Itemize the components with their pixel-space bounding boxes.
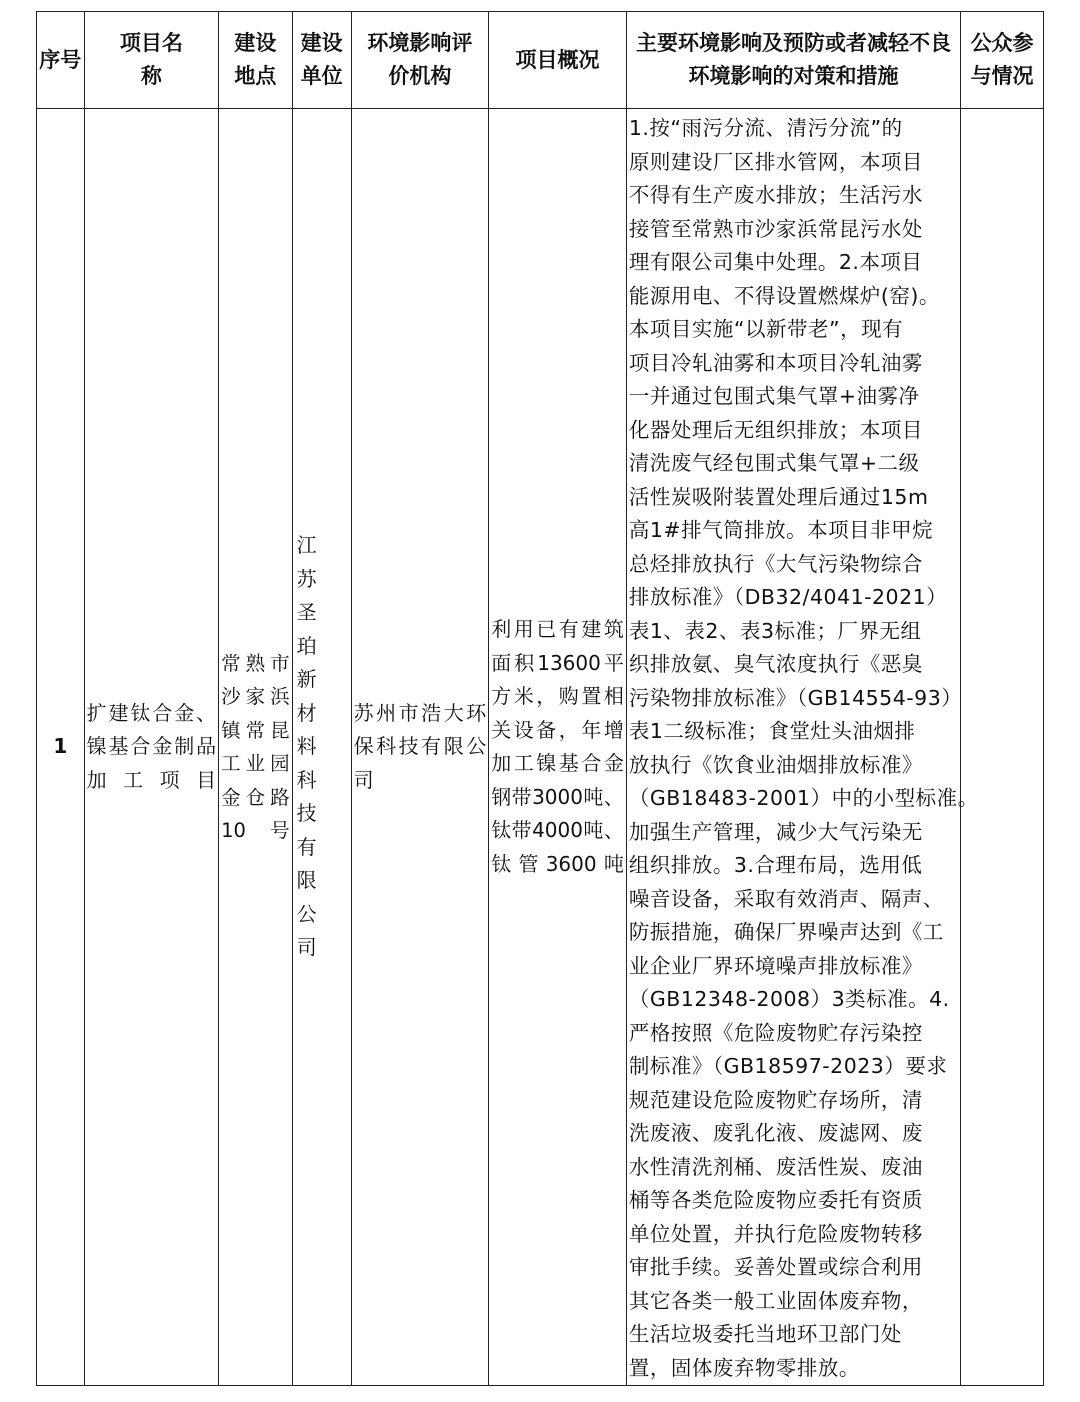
cell-eia-agency: 苏州市浩大环保科技有限公司: [351, 109, 489, 1386]
table-row: [37, 109, 1044, 1386]
cell-seq: 1: [37, 109, 85, 1386]
measures-line: 原则建设厂区排水管网，本项目: [628, 149, 923, 174]
measures-line: 制标准》（GB18597-2023）要求: [628, 1054, 948, 1078]
measures-line: 加强生产管理，减少大气污染无: [628, 819, 923, 844]
measures-line: 噪音设备，采取有效消声、隔声、: [628, 886, 944, 911]
measures-line: 织排放氨、臭气浓度执行《恶臭: [628, 652, 923, 676]
measures-line: 水性清洗剂桶、废活性炭、废油: [628, 1154, 923, 1179]
measures-line: 表1二级标准；食堂灶头油烟排: [628, 719, 916, 743]
header-eia-agency: 环境影响评价机构: [351, 12, 489, 109]
measures-line: 审批手续。妥善处置或综合利用: [628, 1255, 923, 1279]
header-row: [37, 12, 1044, 109]
measures-line: 放执行《饮食业油烟排放标准》: [628, 752, 923, 777]
measures-line: 能源用电、不得设置燃煤炉(窑)。: [628, 283, 940, 308]
cell-measures: [626, 109, 979, 1386]
measures-line: 规范建设危险废物贮存场所，清: [628, 1087, 923, 1112]
measures-line: 表1、表2、表3标准；厂界无组: [628, 618, 922, 643]
header-seq: 序号: [37, 12, 85, 109]
measures-line: 防振措施，确保厂界噪声达到《工: [628, 920, 944, 944]
measures-line: 总烃排放执行《大气污染物综合: [628, 551, 923, 576]
measures-line: 化器处理后无组织排放；本项目: [628, 417, 923, 442]
measures-line: 组织排放。3.合理布局，选用低: [628, 853, 923, 877]
cell-overview: 利用已有建筑面积13600平方米，购置相关设备，年增加工镍基合金钢带3000吨、钛带4000吨、钛管3600吨: [489, 109, 627, 1386]
header-builder: 建设单位: [292, 12, 351, 109]
measures-line: 置，固体废弃物零排放。: [628, 1355, 860, 1380]
cell-public-participation: [961, 109, 1044, 1386]
measures-line: 桶等各类危险废物应委托有资质: [628, 1188, 923, 1212]
header-public-participation: 公众参与情况: [961, 12, 1044, 109]
header-measures: 主要环境影响及预防或者减轻不良环境影响的对策和措施: [626, 12, 960, 109]
measures-line: 严格按照《危险废物贮存污染控: [628, 1020, 923, 1045]
measures-line: 清洗废气经包围式集气罩+二级: [628, 451, 920, 475]
header-overview: 项目概况: [489, 12, 627, 109]
measures-line: 本项目实施“以新带老”，现有: [628, 317, 904, 341]
measures-line: 洗废液、废乳化液、废滤网、废: [628, 1121, 923, 1145]
measures-line: 理有限公司集中处理。2.本项目: [628, 250, 923, 274]
measures-line: 活性炭吸附装置处理后通过15m: [628, 484, 929, 509]
measures-line: 其它各类一般工业固体废弃物，: [628, 1288, 923, 1313]
measures-line: 高1#排气筒排放。本项目非甲烷: [628, 518, 934, 542]
cell-project-name: 扩建钛合金、镍基合金制品加工项目: [84, 109, 219, 1386]
measures-line: 生活垃圾委托当地环卫部门处: [628, 1322, 902, 1346]
measures-line: （GB12348-2008）3类标准。4.: [628, 987, 950, 1011]
header-project-name: 项目名称: [84, 12, 219, 109]
measures-line: （GB18483-2001）中的小型标准。: [628, 786, 979, 810]
cell-builder: 江苏圣珀新材料科技有限公司: [292, 109, 351, 1386]
measures-line: 业企业厂界环境噪声排放标准》: [628, 953, 923, 978]
project-table: [36, 11, 1044, 1386]
measures-line: 不得有生产废水排放；生活污水: [628, 183, 923, 207]
measures-line: 1.按“雨污分流、清污分流”的: [628, 116, 903, 140]
measures-line: 排放标准》（DB32/4041-2021）: [628, 585, 948, 609]
measures-line: 项目冷轧油雾和本项目冷轧油雾: [628, 350, 923, 375]
measures-line: 接管至常熟市沙家浜常昆污水处: [628, 216, 923, 241]
measures-line: 单位处置，并执行危险废物转移: [628, 1221, 923, 1246]
measures-line: 污染物排放标准》（GB14554-93）: [628, 685, 963, 710]
cell-location: 常熟市沙家浜镇常昆工业园金仓路10号: [219, 109, 292, 1386]
measures-line: 一并通过包围式集气罩+油雾净: [628, 384, 920, 408]
header-location: 建设地点: [219, 12, 292, 109]
